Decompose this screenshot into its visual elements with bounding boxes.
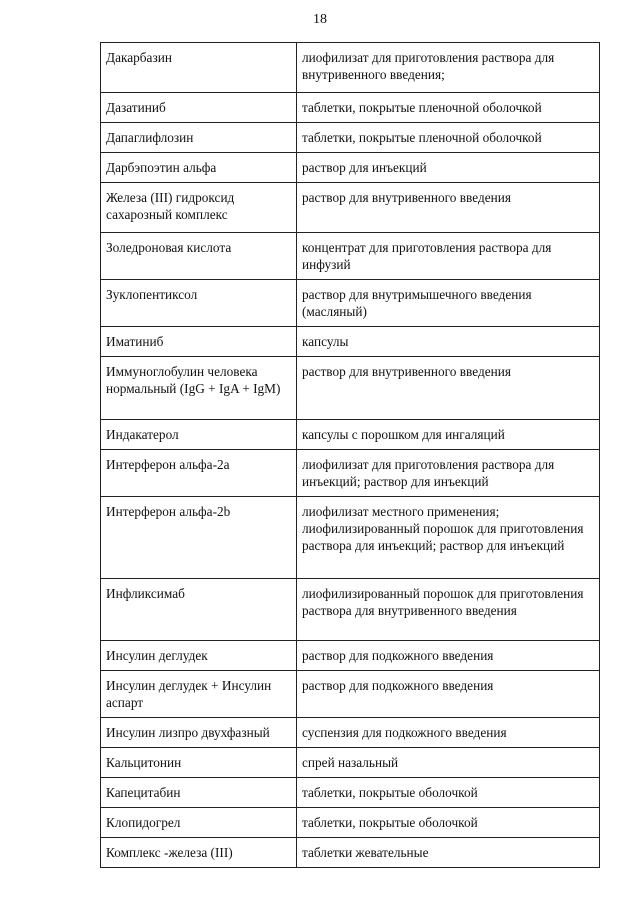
drug-name-cell: Иматиниб — [101, 327, 297, 357]
drug-name-cell: Кальцитонин — [101, 748, 297, 778]
drug-name-cell: Дазатиниб — [101, 93, 297, 123]
dosage-form-cell: раствор для подкожного введения — [297, 641, 600, 671]
drug-name-cell: Инсулин лизпро двухфазный — [101, 718, 297, 748]
table-row — [101, 233, 600, 280]
dosage-form-cell: таблетки, покрытые оболочкой — [297, 778, 600, 808]
table-row — [101, 748, 600, 778]
dosage-form-cell: таблетки, покрытые оболочкой — [297, 808, 600, 838]
drug-name-cell: Дакарбазин — [101, 43, 297, 93]
table-row — [101, 838, 600, 868]
dosage-form-cell: суспензия для подкожного введения — [297, 718, 600, 748]
dosage-form-cell: лиофилизат местного применения; лиофилизированный порошок для приготовления раствора для инъекций; раствор для инъекций — [297, 497, 600, 579]
drug-name-cell: Дарбэпоэтин альфа — [101, 153, 297, 183]
drug-name-cell: Золедроновая кислота — [101, 233, 297, 280]
table-row — [101, 43, 600, 93]
drug-name-cell: Интерферон альфа-2а — [101, 450, 297, 497]
drug-table-body — [101, 43, 600, 868]
dosage-form-cell: спрей назальный — [297, 748, 600, 778]
drug-name-cell: Комплекс -железа (III) — [101, 838, 297, 868]
dosage-form-cell: капсулы с порошком для ингаляций — [297, 420, 600, 450]
dosage-form-cell: таблетки, покрытые пленочной оболочкой — [297, 93, 600, 123]
dosage-form-cell: раствор для внутримышечного введения (масляный) — [297, 280, 600, 327]
drug-name-cell: Инсулин деглудек + Инсулин аспарт — [101, 671, 297, 718]
table-row — [101, 123, 600, 153]
drug-name-cell: Дапаглифлозин — [101, 123, 297, 153]
dosage-form-cell: лиофилизированный порошок для приготовления раствора для внутривенного введения — [297, 579, 600, 641]
drug-name-cell: Железа (III) гидроксид сахарозный комплекс — [101, 183, 297, 233]
table-row — [101, 450, 600, 497]
table-row — [101, 778, 600, 808]
table-row — [101, 93, 600, 123]
drug-name-cell: Иммуноглобулин человека нормальный (IgG + IgA + IgM) — [101, 357, 297, 420]
table-row — [101, 183, 600, 233]
table-row — [101, 153, 600, 183]
drug-name-cell: Интерферон альфа-2b — [101, 497, 297, 579]
dosage-form-cell: раствор для внутривенного введения — [297, 183, 600, 233]
table-row — [101, 497, 600, 579]
table-row — [101, 671, 600, 718]
table-row — [101, 579, 600, 641]
table-row — [101, 718, 600, 748]
drug-name-cell: Индакатерол — [101, 420, 297, 450]
drug-name-cell: Инсулин деглудек — [101, 641, 297, 671]
table-row — [101, 808, 600, 838]
drug-name-cell: Инфликсимаб — [101, 579, 297, 641]
dosage-form-cell: раствор для инъекций — [297, 153, 600, 183]
dosage-form-cell: раствор для внутривенного введения — [297, 357, 600, 420]
dosage-form-cell: раствор для подкожного введения — [297, 671, 600, 718]
table-row — [101, 357, 600, 420]
table-row — [101, 420, 600, 450]
dosage-form-cell: концентрат для приготовления раствора для инфузий — [297, 233, 600, 280]
dosage-form-cell: лиофилизат для приготовления раствора для внутривенного введения; — [297, 43, 600, 93]
drug-name-cell: Клопидогрел — [101, 808, 297, 838]
dosage-form-cell: таблетки, покрытые пленочной оболочкой — [297, 123, 600, 153]
drug-name-cell: Капецитабин — [101, 778, 297, 808]
dosage-form-cell: таблетки жевательные — [297, 838, 600, 868]
dosage-form-cell: лиофилизат для приготовления раствора для инъекций; раствор для инъекций — [297, 450, 600, 497]
drug-name-cell: Зуклопентиксол — [101, 280, 297, 327]
table-row — [101, 280, 600, 327]
dosage-form-cell: капсулы — [297, 327, 600, 357]
drug-table — [100, 42, 600, 868]
table-row — [101, 327, 600, 357]
table-row — [101, 641, 600, 671]
page-number: 18 — [313, 12, 327, 27]
